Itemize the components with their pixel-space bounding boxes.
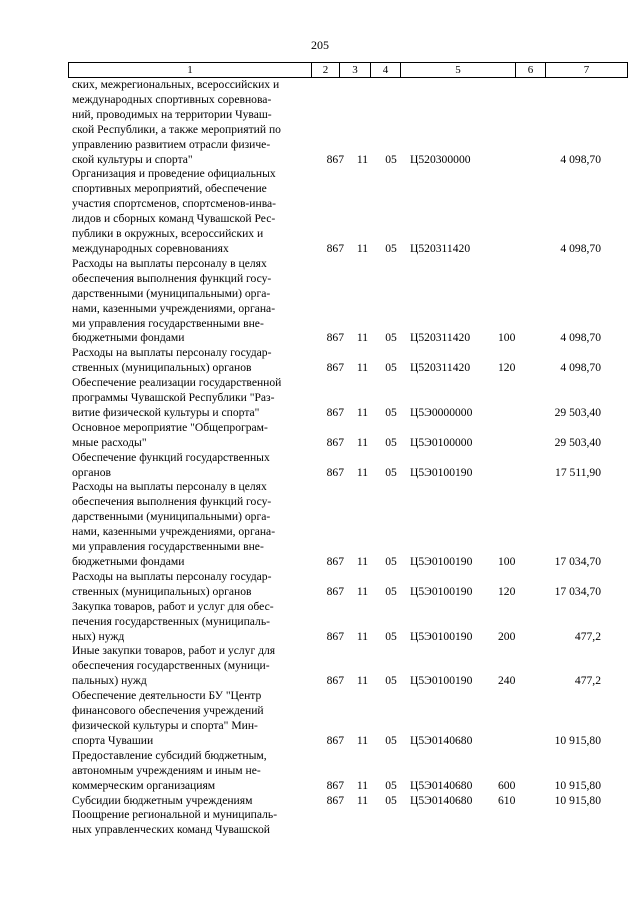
ministry-code: 867 [326,465,344,479]
amount: 4 098,70 [560,152,601,166]
section-code: 11 [356,361,369,375]
target-article-code: Ц520300000 [410,152,471,166]
header-col-4: 4 [370,63,400,77]
row-description: Иные закупки товаров, работ и услуг для обеспечения государственных (муници- пальных) нужд [72,644,276,688]
row-description: Обеспечение реализации государственной программы Чувашской Республики "Раз- витие физической культуры и спорта" [72,376,282,419]
ministry-code: 867 [326,778,344,792]
expense-type-code: 120 [498,361,516,375]
expense-type-code: 100 [498,555,516,568]
row-description: Обеспечение функций государственных органов [72,450,270,479]
table-row [72,749,602,794]
target-article-code: Ц5Э0100190 [410,584,473,598]
section-code: 11 [356,152,369,166]
amount: 4 098,70 [560,241,601,255]
header-col-2: 2 [311,63,339,77]
row-description: Расходы на выплаты персоналу государ- ственных (муниципальных) органов [72,569,272,598]
ministry-code: 867 [326,584,344,598]
page-number: 205 [311,38,329,52]
subsection-code: 05 [385,241,397,255]
header-col-1: 1 [187,64,193,76]
target-article-code: Ц5Э0100190 [410,555,473,568]
table-row [72,376,602,421]
expense-type-code: 120 [498,584,516,598]
subsection-code: 05 [385,778,397,792]
amount: 17 034,70 [554,584,601,598]
row-description: Обеспечение деятельности БУ "Центр финансового обеспечения учреждений физической культуры и спорта" Мин- спорта Чувашии [72,689,264,747]
target-article-code: Ц520311420 [410,241,471,255]
row-description: Расходы на выплаты персоналу в целях обеспечения выполнения функций госу- дарственными (муниципальными) орга- нами, казенными учреждениями, органа- ми управления государственными вне- бюджетными фондами [72,256,276,345]
target-article-code: Ц5Э0140680 [410,793,473,807]
table-row [72,346,602,376]
table-row [72,451,602,481]
ministry-code: 867 [326,674,344,688]
amount: 477,2 [574,674,601,688]
header-col-5: 5 [400,63,515,77]
table-row [72,421,602,451]
target-article-code: Ц520311420 [410,361,471,375]
section-code: 11 [356,674,369,688]
expense-type-code: 600 [498,778,516,792]
expense-type-code: 240 [498,674,516,688]
section-code: 11 [356,793,369,807]
section-code: 11 [356,405,369,419]
budget-table-body [72,78,602,838]
table-row [72,644,602,689]
target-article-code: Ц5Э0100190 [410,674,473,688]
target-article-code: Ц5Э0000000 [410,405,473,419]
ministry-code: 867 [326,793,344,807]
ministry-code: 867 [326,629,344,643]
table-row [72,794,602,809]
section-code: 11 [356,555,369,568]
ministry-code: 867 [326,733,344,747]
section-code: 11 [356,778,369,792]
section-code: 11 [356,465,369,479]
target-article-code: Ц5Э0100190 [410,465,473,479]
ministry-code: 867 [326,361,344,375]
target-article-code: Ц520311420 [410,331,471,345]
amount: 29 503,40 [554,435,601,449]
section-code: 11 [356,331,369,345]
amount: 29 503,40 [554,405,601,419]
table-row [72,570,602,600]
header-col-6: 6 [515,63,545,77]
subsection-code: 05 [385,361,397,375]
subsection-code: 05 [385,152,397,166]
subsection-code: 05 [385,584,397,598]
amount: 17 511,90 [555,465,601,479]
ministry-code: 867 [326,152,344,166]
row-description: Основное мероприятие "Общепрограм- мные расходы" [72,420,268,449]
subsection-code: 05 [385,331,397,345]
ministry-code: 867 [326,241,344,255]
table-row [72,808,602,838]
ministry-code: 867 [326,405,344,419]
header-col-3: 3 [339,63,370,77]
target-article-code: Ц5Э0100190 [410,629,473,643]
subsection-code: 05 [385,793,397,807]
row-description: Предоставление субсидий бюджетным, автономным учреждениям и иным не- коммерческим организациям [72,748,267,792]
table-row [72,600,602,645]
section-code: 11 [356,435,369,449]
row-description: Расходы на выплаты персоналу в целях обеспечения выполнения функций госу- дарственными (муниципальными) орга- нами, казенными учреждениями, органа- ми управления государственными вне- бюджетными фондами [72,480,276,568]
ministry-code: 867 [326,555,344,568]
subsection-code: 05 [385,465,397,479]
amount: 17 034,70 [554,555,601,568]
table-header [68,62,628,78]
amount: 477,2 [574,629,601,643]
amount: 4 098,70 [560,331,601,345]
target-article-code: Ц5Э0140680 [410,733,473,747]
row-description: Расходы на выплаты персоналу государ- ственных (муниципальных) органов [72,346,272,375]
header-col-7: 7 [545,63,627,77]
amount: 10 915,80 [554,778,601,792]
subsection-code: 05 [385,555,397,568]
subsection-code: 05 [385,435,397,449]
subsection-code: 05 [385,733,397,747]
row-description: Поощрение региональной и муниципаль- ных управленческих команд Чувашской [72,808,278,837]
subsection-code: 05 [385,674,397,688]
subsection-code: 05 [385,405,397,419]
row-description: Организация и проведение официальных спортивных мероприятий, обеспечение участия спортсменов, спортсменов-инва- лидов и сборных команд Чувашской Рес- публики в окружных, всероссийских и международных соревнованиях [72,167,277,255]
section-code: 11 [356,629,369,643]
target-article-code: Ц5Э0100000 [410,435,473,449]
table-row [72,480,602,569]
expense-type-code: 100 [498,331,516,345]
ministry-code: 867 [326,435,344,449]
table-row [72,257,602,346]
table-row [72,167,602,256]
expense-type-code: 200 [498,629,516,643]
subsection-code: 05 [385,629,397,643]
row-description: Закупка товаров, работ и услуг для обес- печения государственных (муниципаль- ных) нужд [72,599,274,643]
section-code: 11 [356,733,369,747]
amount: 10 915,80 [554,793,601,807]
amount: 4 098,70 [560,361,601,375]
expense-type-code: 610 [498,793,516,807]
ministry-code: 867 [326,331,344,345]
amount: 10 915,80 [554,733,601,747]
section-code: 11 [356,584,369,598]
table-row [72,78,602,167]
table-row [72,689,602,749]
target-article-code: Ц5Э0140680 [410,778,473,792]
section-code: 11 [356,241,369,255]
row-description: ских, межрегиональных, всероссийских и международных спортивных соревнова- ний, проводимых на территории Чуваш- ской Республики, а также мероприятий по управлению развитием отрасли физиче- ской культуры и спорта" [72,78,281,166]
row-description: Субсидии бюджетным учреждениям [72,793,253,807]
